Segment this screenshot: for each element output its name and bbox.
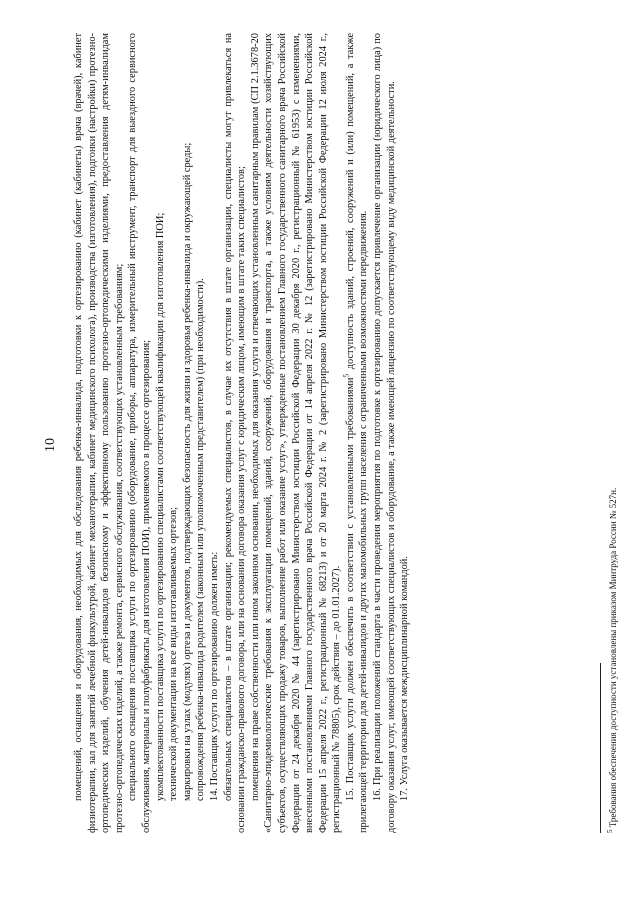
paragraph-equipment: специального оснащения поставщика услуги по ортезированию (оборудование, приборы, аппаратура, измерительный инструмент, транспорт для выездного сервисного обслуживания, материалы и полуфабрикаты для изготовления ПОИ), применяемого в процессе ортезирования;: [127, 33, 152, 833]
paragraph-15: [344, 33, 371, 833]
paragraph-17: 17. Услуга оказывается междисциплинарной командой.: [399, 556, 411, 801]
paragraph-marking: маркировки на узлах (модулях) ортеза и документов, подтверждающих безопасность для жизни и здоровья ребенка-инвалида и окружающей среды;: [181, 142, 193, 801]
footnote: [600, 33, 619, 833]
paragraph-tech-docs: технической документации на все виды изготавливаемых ортезов;: [168, 507, 180, 801]
footnote-divider: [600, 663, 601, 833]
page-number: 10: [43, 438, 58, 452]
paragraph-staffing: укомплектованности поставщика услуги по ортезированию специалистами соответствующей квалификации для изготовления ПОИ;: [154, 212, 166, 801]
footnote-mark: 5: [606, 829, 614, 833]
paragraph-14-heading: 14. Поставщик услуги по ортезированию должен иметь:: [208, 551, 220, 801]
paragraph-sanitary-rules: помещения на праве собственности или ином законном основании, необходимых для оказания услуги и отвечающих установленным санитарным правилам (СП 2.1.3678-20 «Санитарно-эпидемиологические требования к эксплуатации помещений, зданий, сооружений, оборудования и транспорта, а также условиям деятельности хозяйствующих субъектов, осуществляющих продажу товаров, выполнение работ или оказание услуг», утвержденные постановлением Главного государственного санитарного врача Российской Федерации от 24 декабря 2020 № 44 (зарегистрировано Министерством юстиции Российской Федерации 30 декабря 2020 г., регистрационный № 61953) с изменениями, внесенными постановлениями Главного государственного врача Российской Федерации от 14 апреля 2022 г. № 12 (зарегистрировано Министерством юстиции Российской Федерации 15 апреля 2022 г., регистрационный № 68213) и от 20 марта 2024 г. № 2 (зарегистрировано Министерством юстиции Российской Федерации 12 июля 2024 г., регистрационный № 78805), срок действия – до 01.01.2027).: [249, 33, 343, 833]
paragraph-specialists: обязательных специалистов – в штате организации; рекомендуемых специалистов, в случае их отсутствия в штате организации, специалисты могут привлекаться на основании гражданско-правового договора, или на основании договора оказания услуг с юридическим лицом, имеющим в штате таких специалистов;: [222, 33, 248, 833]
paragraph-15-before: 15. Поставщик услуги должен обеспечить в соответствии с установленными требованиями: [344, 377, 356, 801]
document-body: [72, 33, 412, 833]
footnote-text: Требования обеспечения доступности установлены приказом Минтруда России № 527н.: [608, 487, 618, 830]
paragraph-16: 16. При реализации положений стандарта в части проведения мероприятия по подготовке к ортезированию допускается привлечение организации (юридического лица) по договору оказания услуг, имеющей соответствующих специалистов и оборудование, а также имеющей лицензию по соответствующему виду медицинской деятельности.: [372, 33, 397, 833]
paragraph-accompaniment: сопровождения ребенка-инвалида родителем (законным или уполномоченным представителем) (при необходимости).: [195, 278, 207, 801]
paragraph-15-after: доступность зданий, строений, сооружений и (или) помещений, а также прилегающей территории для детей-инвалидов и других маломобильных групп населения с ограниченными возможностями передвижения.: [344, 33, 370, 833]
footnote-reference: 5: [342, 374, 351, 378]
paragraph-premises: помещений, оснащения и оборудования, необходимых для обследования ребенка-инвалида, подготовки к ортезированию (кабинет (кабинеты) врача (врачей), кабинет физиотерапии, зал для занятий лечебной физкультурой, кабинет механотерапии, кабинет медицинского психолога), производства (изготовления), подгонки (настройки) протезно-ортопедических изделий, обучения детей-инвалидов безопасному и эффективному пользованию протезно-ортопедическими изделиями, предоставления детям-инвалидам протезно-ортопедических изделий, а также ремонта, сервисного обслуживания, соответствующих установленным требованиям;: [73, 33, 125, 833]
